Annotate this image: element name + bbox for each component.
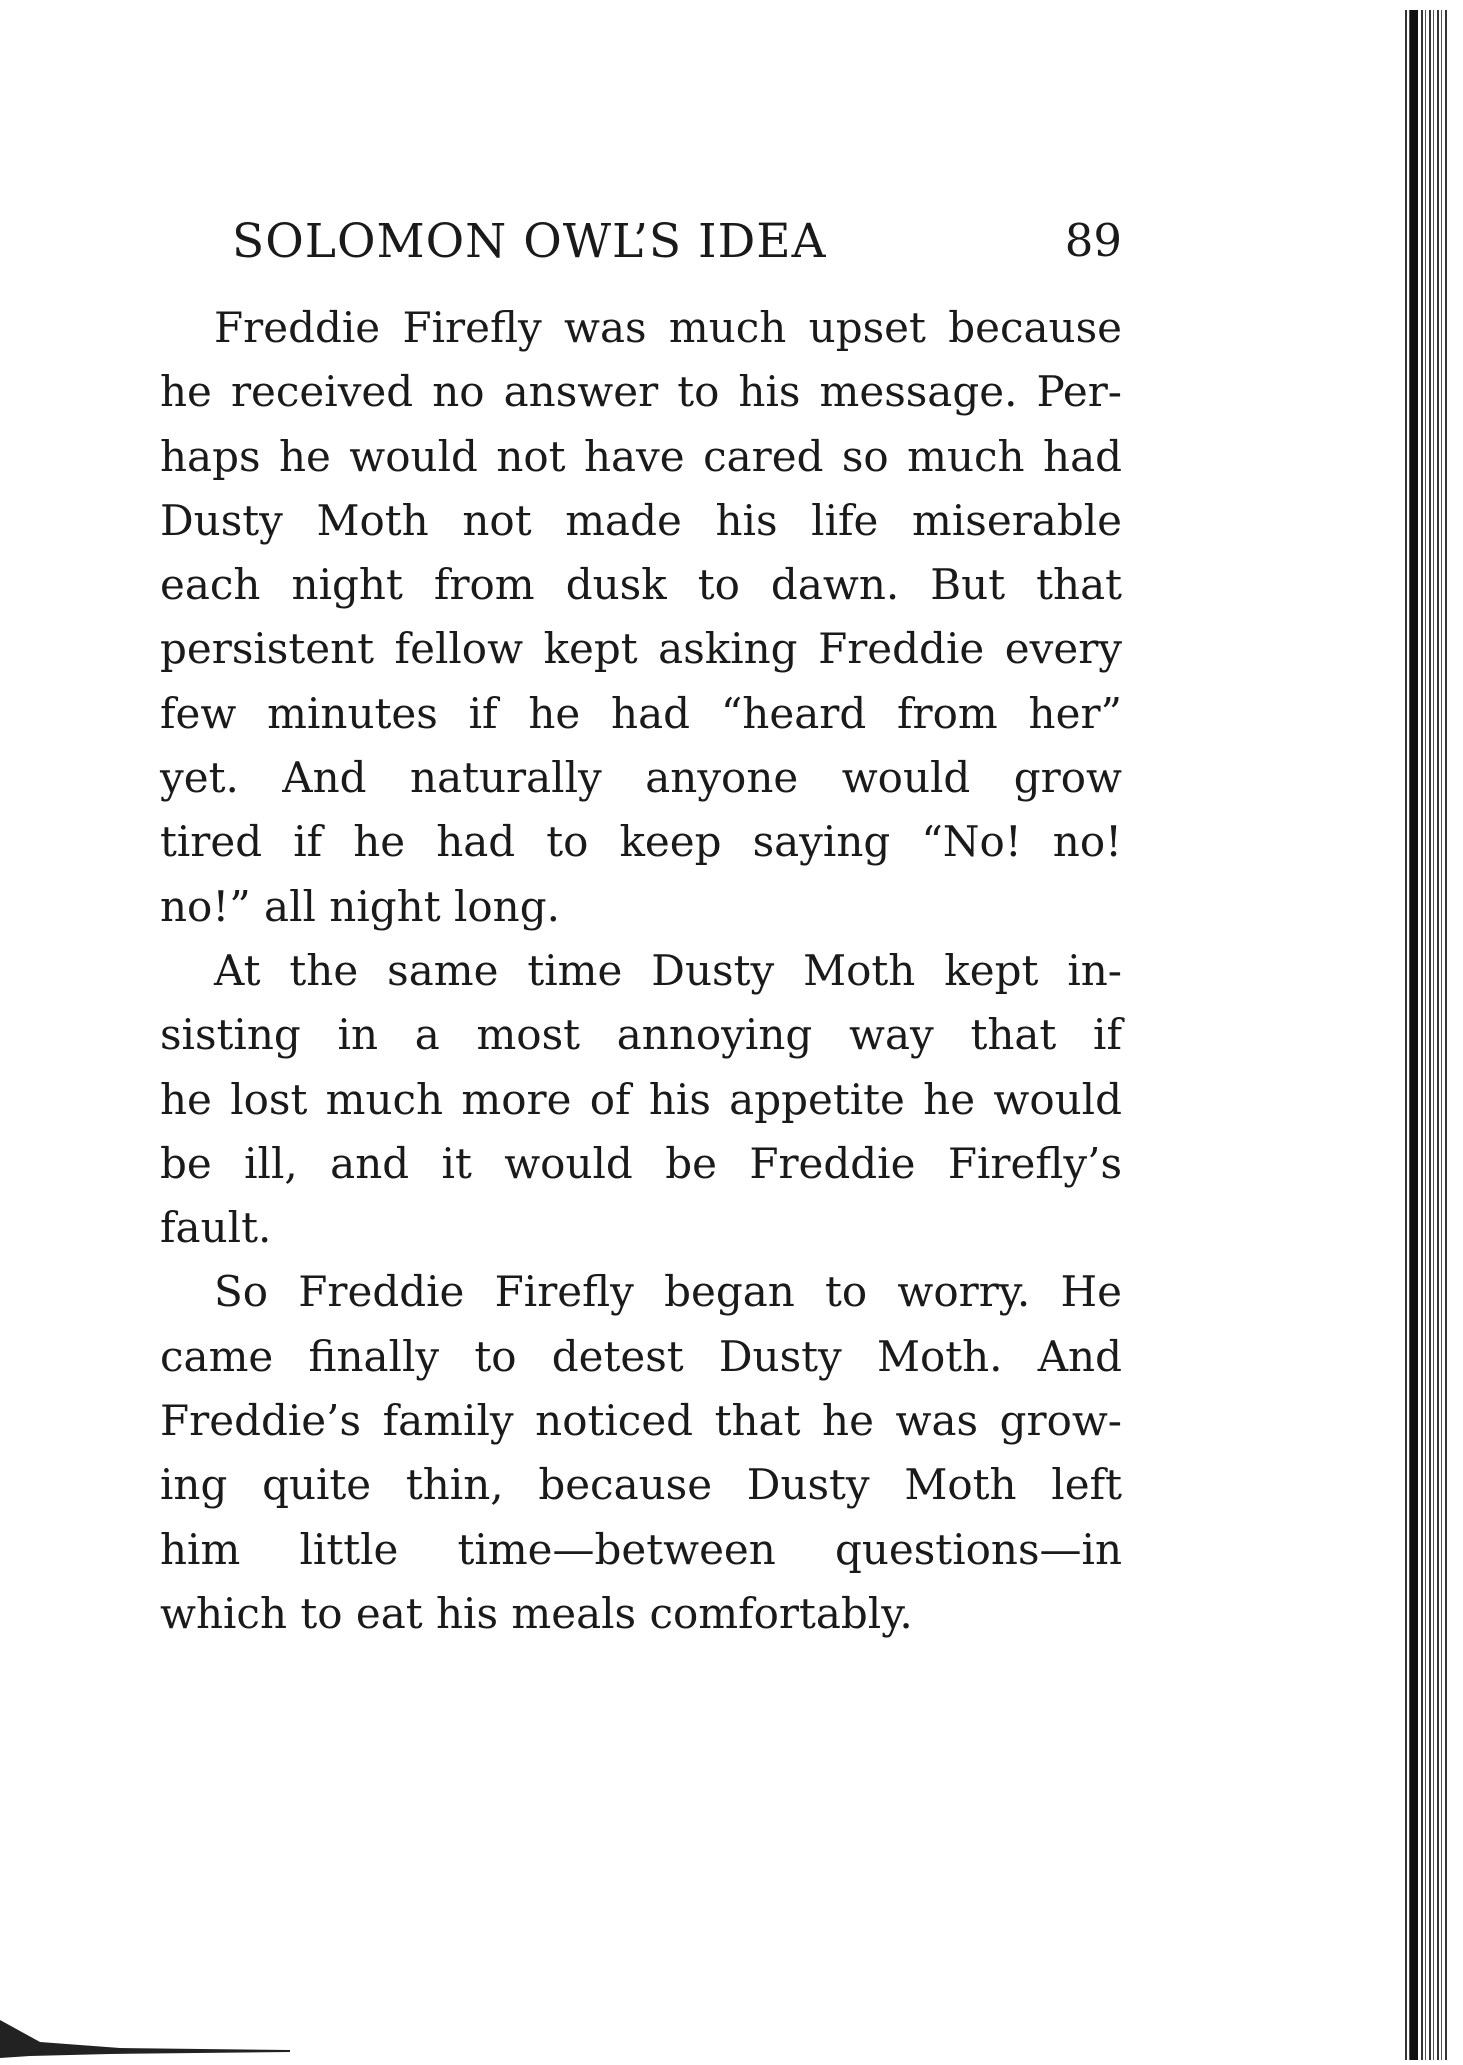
text-line: came finally to detest Dusty Moth. And [160,1331,1122,1381]
page-number: 89 [1064,214,1122,267]
text-line: persistent fellow kept asking Freddie every [160,624,1122,674]
text-line: fault. [160,1203,272,1253]
text-line: no!” all night long. [160,881,560,931]
text-line: few minutes if he had “heard from her” [160,688,1122,738]
text-line: he lost much more of his appetite he would [160,1074,1122,1124]
scan-corner-mark [0,2010,300,2060]
paragraph-3 [160,1260,1122,1646]
binding-edge [1410,10,1418,2060]
running-head [232,214,1122,284]
text-line: haps he would not have cared so much had [160,431,1122,481]
body-text [160,296,1122,1646]
text-line: him little time—between questions—in [160,1524,1122,1574]
text-line: yet. And naturally anyone would grow [160,753,1122,803]
text-line: ing quite thin, because Dusty Moth left [160,1460,1122,1510]
text-line: be ill, and it would be Freddie Firefly’s [160,1138,1122,1188]
text-line: Dusty Moth not made his life miserable [160,495,1122,545]
text-line: tired if he had to keep saying “No! no! [160,817,1122,867]
text-line: which to eat his meals comfortably. [160,1588,913,1638]
paragraph-1 [160,296,1122,939]
text-line: Freddie Firefly was much upset because [214,303,1122,352]
text-line: he received no answer to his message. Per- [160,367,1122,417]
running-title: SOLOMON OWL’S IDEA [232,214,827,269]
text-line: each night from dusk to dawn. But that [160,560,1122,610]
text-line: Freddie’s family noticed that he was grow- [160,1396,1122,1446]
text-line: So Freddie Firefly began to worry. He [214,1267,1122,1317]
text-line: At the same time Dusty Moth kept in- [214,945,1122,995]
paragraph-2 [160,939,1122,1260]
text-line: sisting in a most annoying way that if [160,1010,1122,1060]
